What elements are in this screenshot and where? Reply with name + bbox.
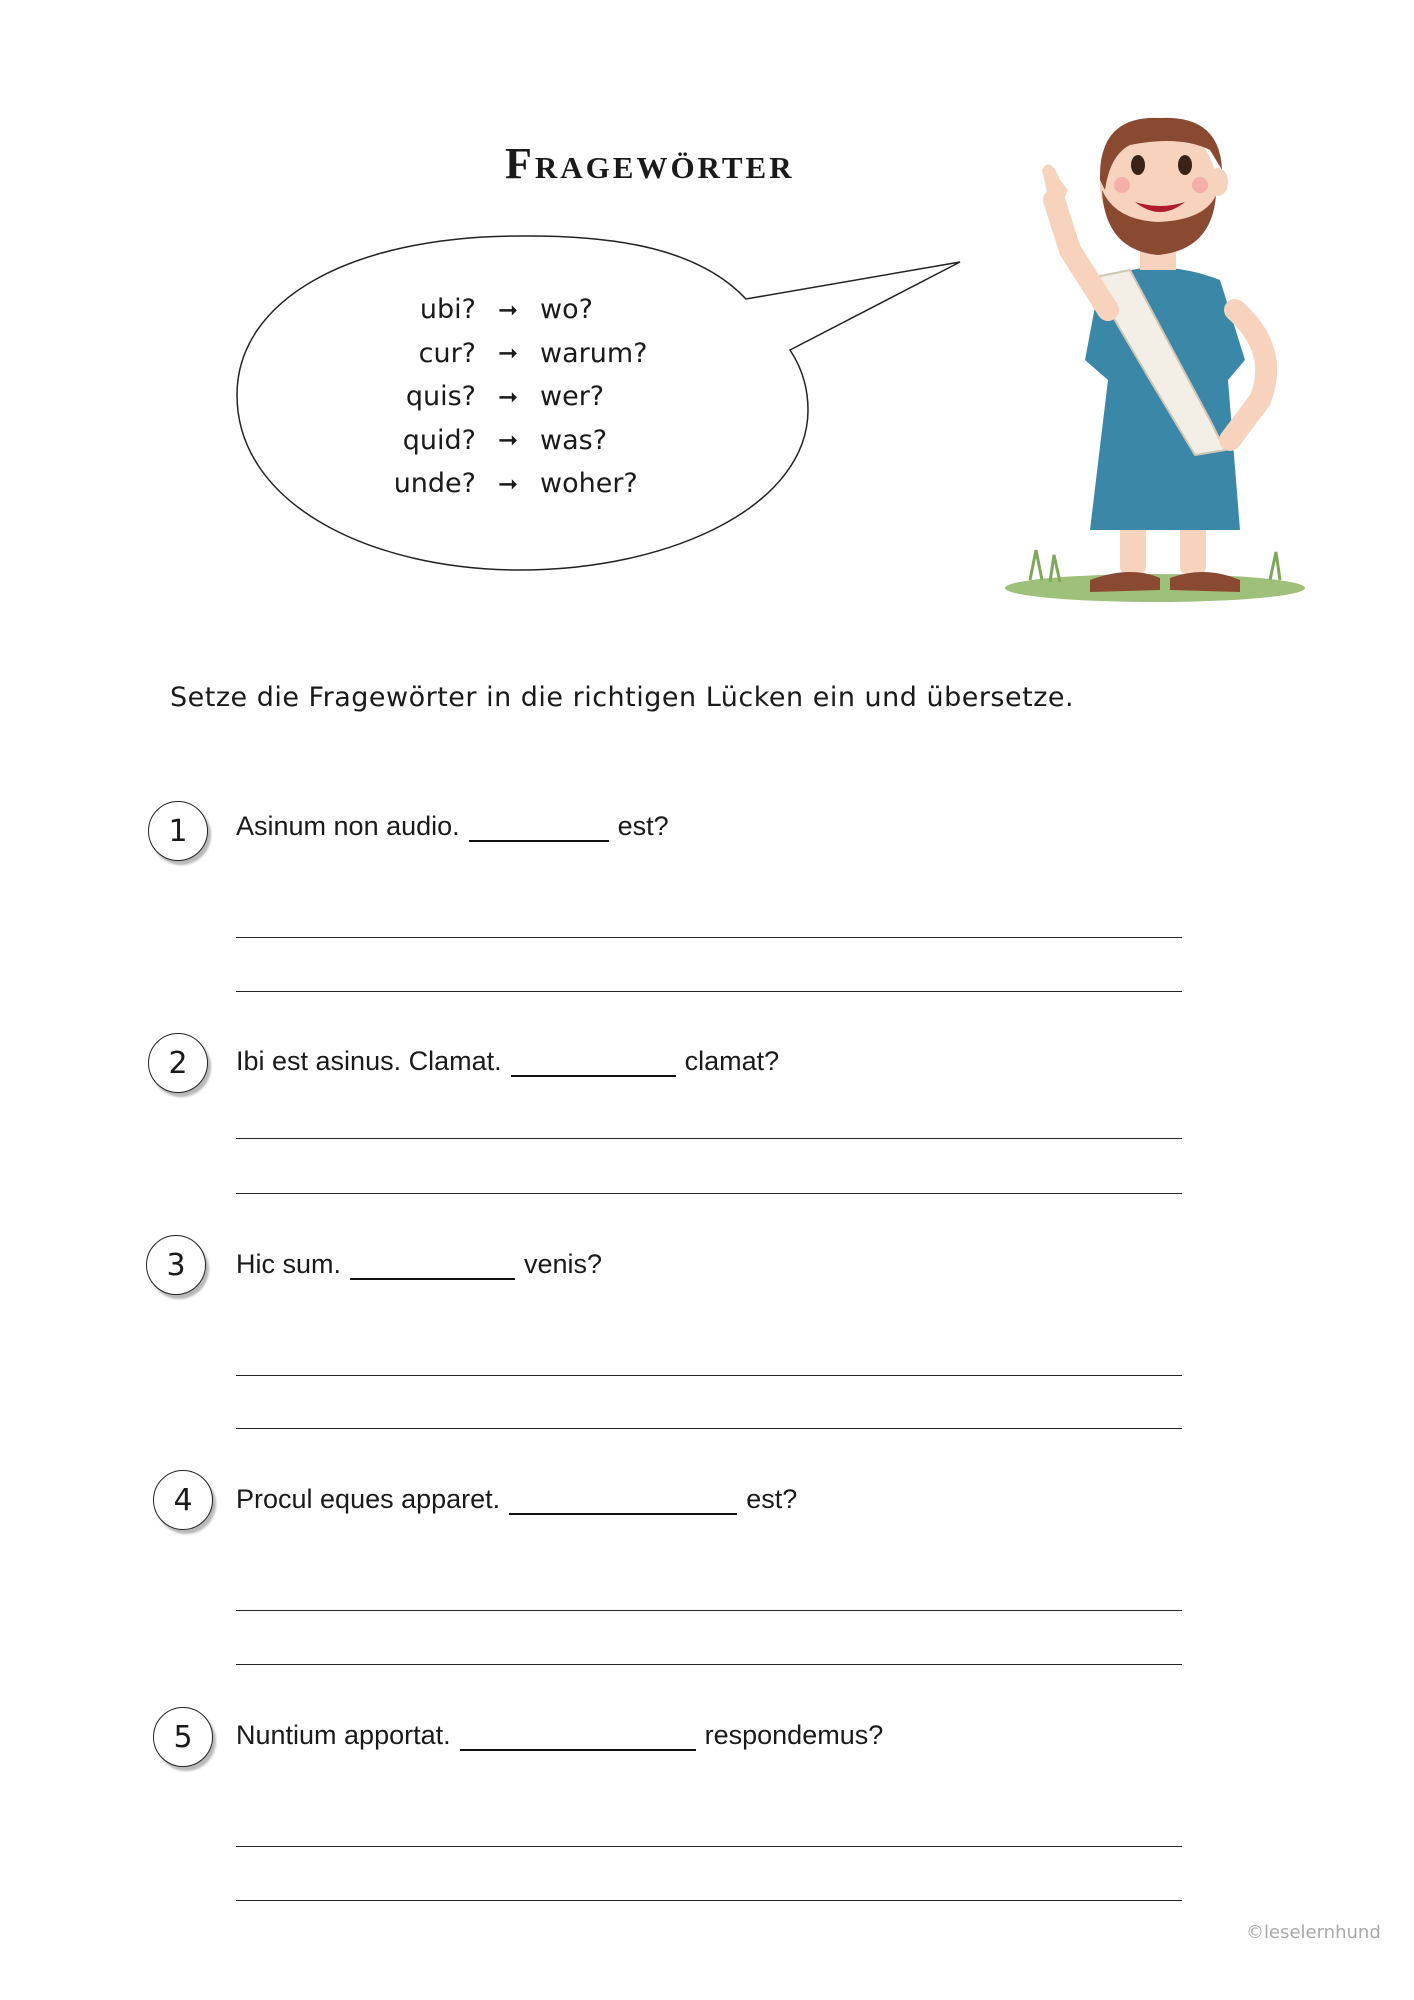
latin-word: unde? xyxy=(393,468,476,500)
worksheet-title: Fragewörter xyxy=(505,139,795,188)
latin-word: cur? xyxy=(418,337,476,369)
arrow-icon: ➞ xyxy=(497,469,519,498)
answer-line[interactable] xyxy=(236,1664,1182,1665)
exercise-sentence xyxy=(236,1720,883,1751)
vocab-row xyxy=(390,419,670,463)
exercise-number: 2 xyxy=(148,1033,208,1093)
vocab-row xyxy=(390,375,670,419)
sentence-start: Procul eques apparet. xyxy=(236,1484,501,1514)
sentence-end: venis? xyxy=(524,1249,603,1279)
german-word: woher? xyxy=(540,468,638,500)
copyright-notice: ©leselernhund xyxy=(1246,1922,1381,1943)
exercise-number: 5 xyxy=(153,1707,213,1767)
exercise-number: 3 xyxy=(146,1235,206,1295)
arrow-icon: ➞ xyxy=(497,426,519,455)
arrow-icon: ➞ xyxy=(497,339,519,368)
sentence-end: clamat? xyxy=(684,1046,780,1076)
arrow-icon: ➞ xyxy=(497,295,519,324)
sentence-start: Ibi est asinus. Clamat. xyxy=(236,1046,502,1076)
answer-line[interactable] xyxy=(236,1138,1182,1139)
fill-in-blank[interactable] xyxy=(460,1723,696,1751)
vocab-row xyxy=(390,332,670,376)
exercise-sentence xyxy=(236,1249,602,1280)
latin-word: ubi? xyxy=(419,294,476,326)
answer-line[interactable] xyxy=(236,1375,1182,1376)
german-word: wo? xyxy=(540,294,593,326)
sentence-end: est? xyxy=(746,1484,798,1514)
sentence-start: Hic sum. xyxy=(236,1249,342,1279)
exercise-sentence xyxy=(236,1046,779,1077)
answer-line[interactable] xyxy=(236,991,1182,992)
latin-word: quid? xyxy=(402,424,476,456)
exercise-number: 4 xyxy=(153,1470,213,1530)
fill-in-blank[interactable] xyxy=(469,814,609,842)
exercise-sentence xyxy=(236,811,669,842)
arrow-icon: ➞ xyxy=(497,382,519,411)
vocab-row xyxy=(390,288,670,332)
vocabulary-list xyxy=(390,288,670,506)
sentence-end: est? xyxy=(617,811,669,841)
exercise-sentence xyxy=(236,1484,797,1515)
german-word: warum? xyxy=(540,337,648,369)
exercise-number: 1 xyxy=(148,801,208,861)
fill-in-blank[interactable] xyxy=(511,1049,676,1077)
answer-line[interactable] xyxy=(236,1900,1182,1901)
answer-line[interactable] xyxy=(236,1610,1182,1611)
answer-line[interactable] xyxy=(236,1846,1182,1847)
latin-word: quis? xyxy=(405,381,476,413)
answer-line[interactable] xyxy=(236,937,1182,938)
sentence-start: Asinum non audio. xyxy=(236,811,460,841)
fill-in-blank[interactable] xyxy=(350,1252,515,1280)
german-word: was? xyxy=(540,424,608,456)
sentence-end: respondemus? xyxy=(704,1720,884,1750)
answer-line[interactable] xyxy=(236,1193,1182,1194)
instruction-text: Setze die Fragewörter in die richtigen Lücken ein und übersetze. xyxy=(170,682,1075,713)
vocab-row xyxy=(390,462,670,506)
fill-in-blank[interactable] xyxy=(509,1487,737,1515)
sentence-start: Nuntium apportat. xyxy=(236,1720,451,1750)
german-word: wer? xyxy=(540,381,605,413)
roman-character-illustration xyxy=(990,110,1320,610)
answer-line[interactable] xyxy=(236,1428,1182,1429)
